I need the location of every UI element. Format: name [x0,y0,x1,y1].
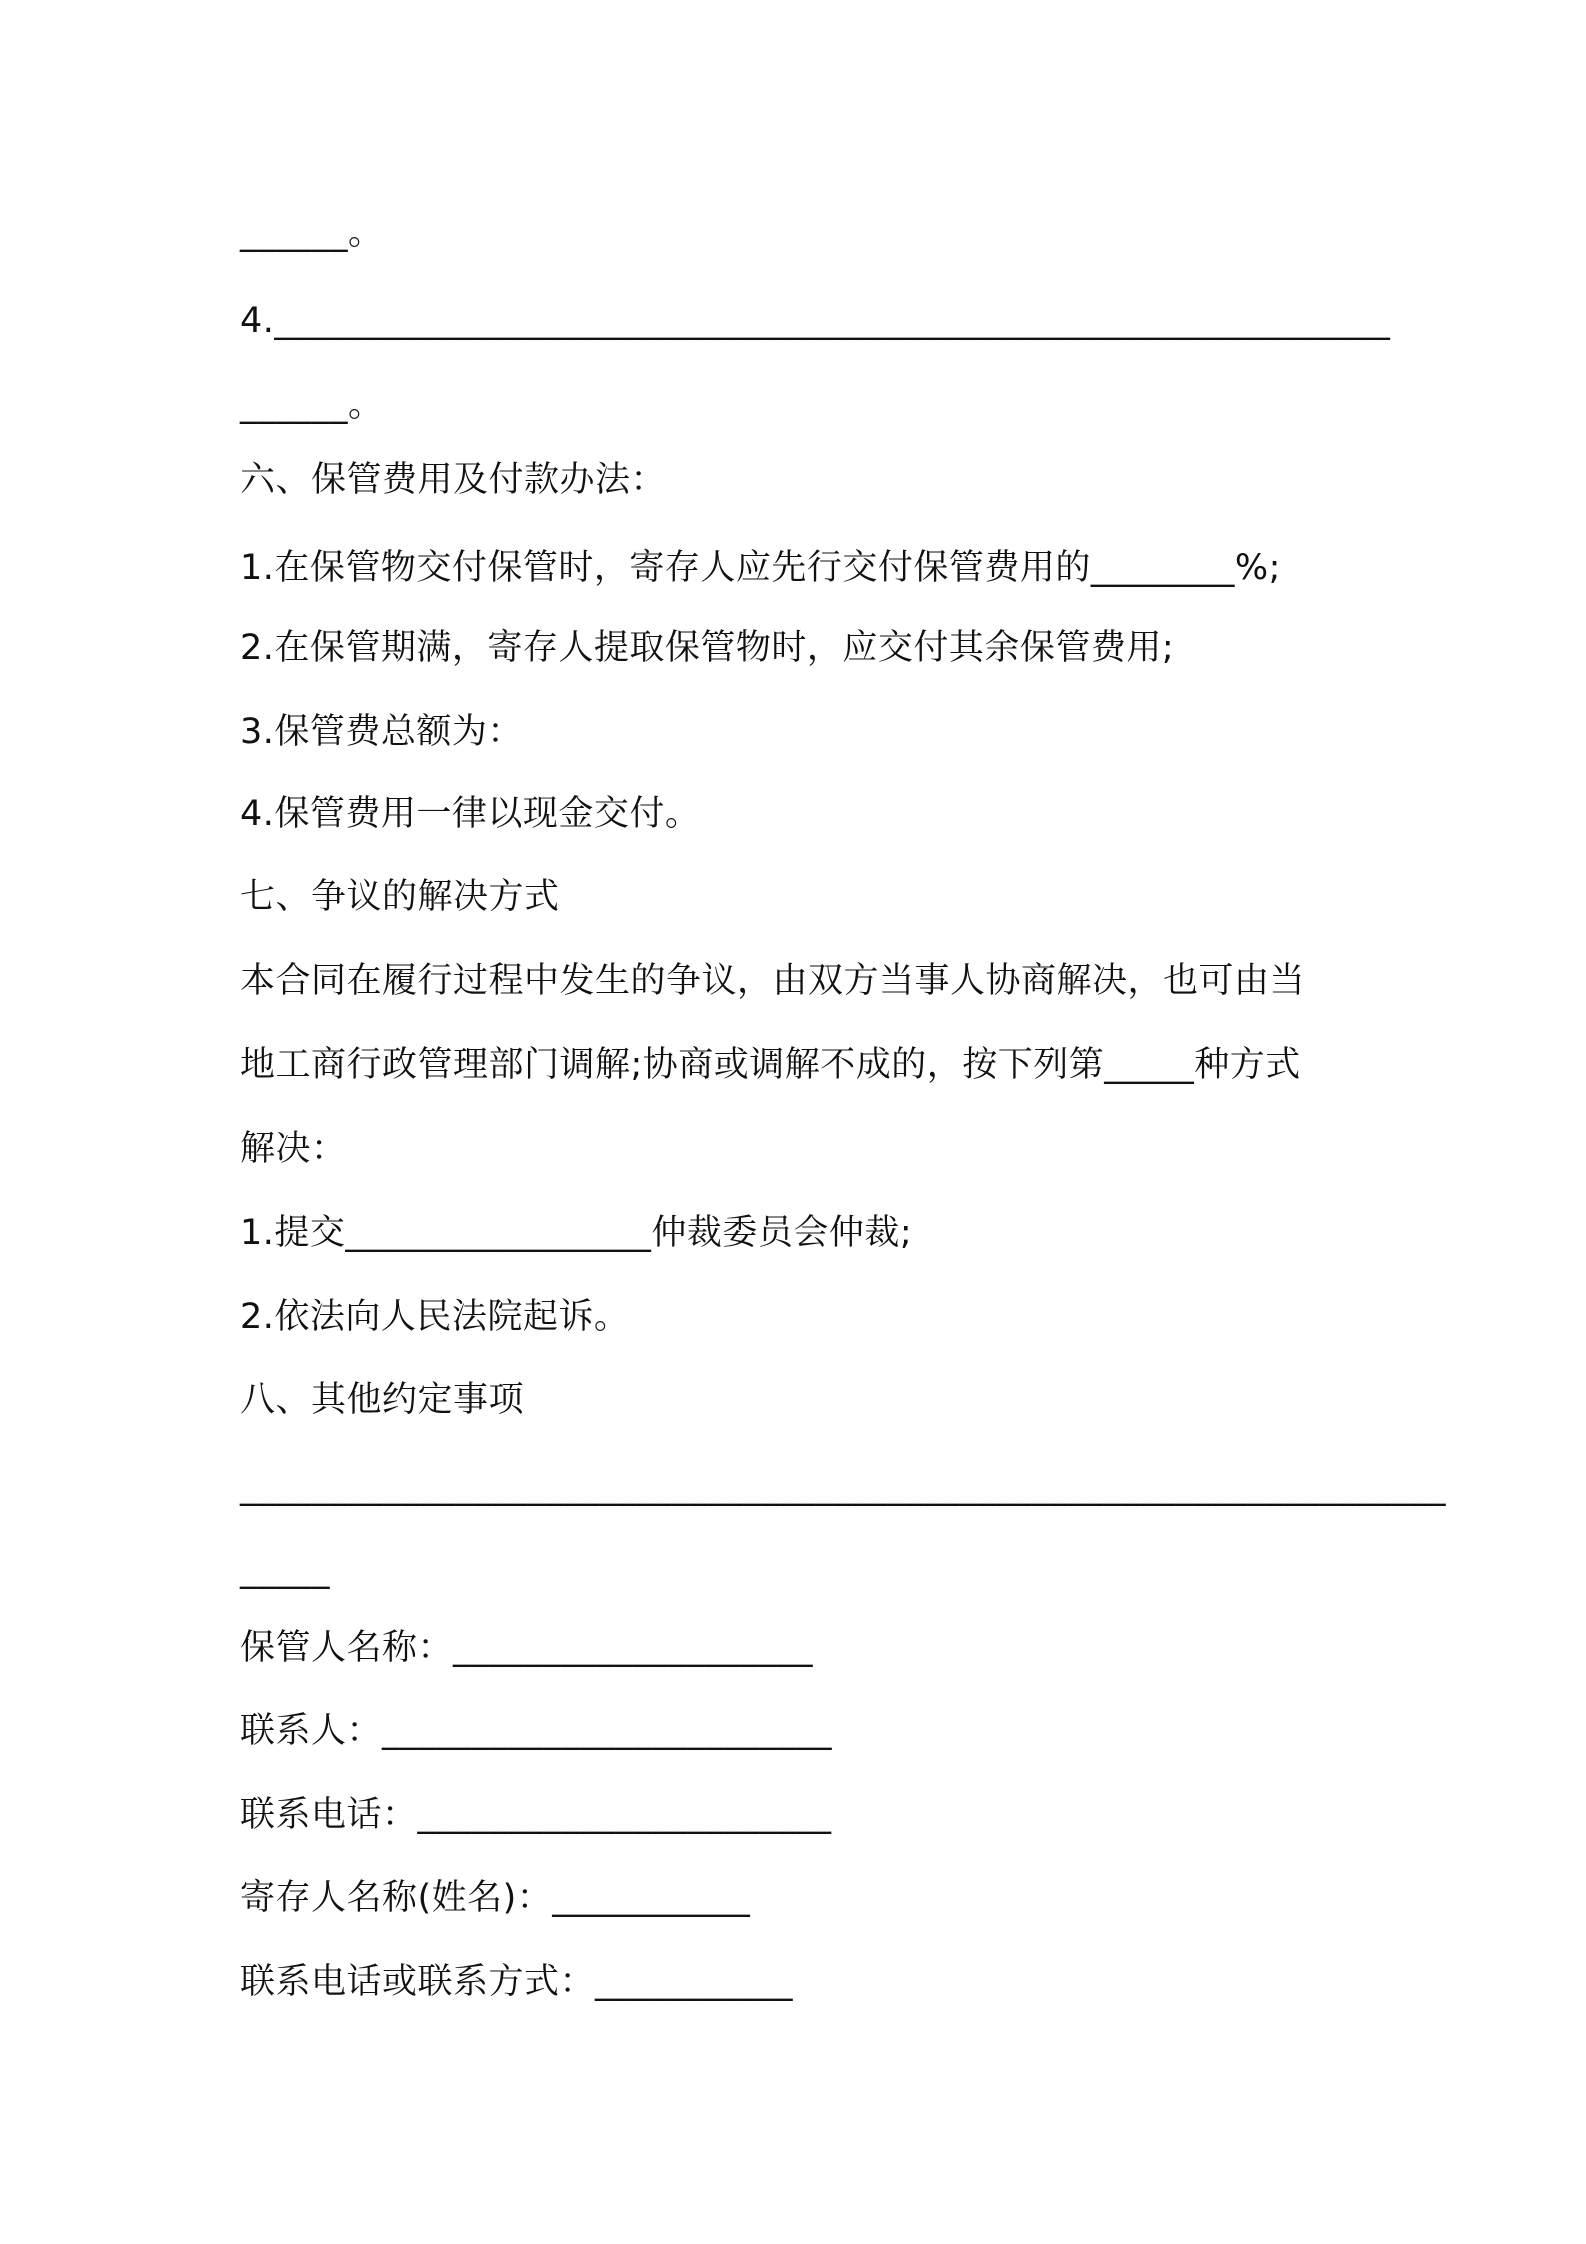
signature-field: 保管人名称：____________________ [240,1628,814,1668]
text-line: ______。 [240,385,384,425]
text-line: 3.保管费总额为： [240,712,523,752]
text-line: ______。 [240,213,384,253]
text-line: 2.依法向人民法院起诉。 [240,1297,630,1337]
text-line: 1.提交_________________仲裁委员会仲裁; [240,1213,913,1253]
signature-field: 寄存人名称(姓名)：___________ [240,1878,751,1918]
signature-field: 联系人：_________________________ [240,1711,833,1751]
signature-field: 联系电话或联系方式：___________ [240,1962,794,2002]
section-heading: 六、保管费用及付款办法： [240,460,667,500]
section-heading: 七、争议的解决方式 [240,877,560,917]
section-heading: 八、其他约定事项 [240,1380,525,1420]
text-line: 解决： [240,1129,347,1169]
signature-field: 联系电话：_______________________ [240,1795,832,1835]
text-line: 1.在保管物交付保管时，寄存人应先行交付保管费用的________%; [240,548,1281,588]
text-line: 2.在保管期满，寄存人提取保管物时，应交付其余保管费用; [240,628,1175,668]
text-line: 本合同在履行过程中发生的争议，由双方当事人协商解决，也可由当 [240,961,1306,1001]
text-line: ___________________________________________________________________ [240,1467,1446,1507]
text-line: 4.保管费用一律以现金交付。 [240,794,701,834]
text-line: _____ [240,1550,330,1590]
text-line: 4.______________________________________________________________ [240,301,1391,341]
text-line: 地工商行政管理部门调解;协商或调解不成的，按下列第_____种方式 [240,1045,1301,1085]
